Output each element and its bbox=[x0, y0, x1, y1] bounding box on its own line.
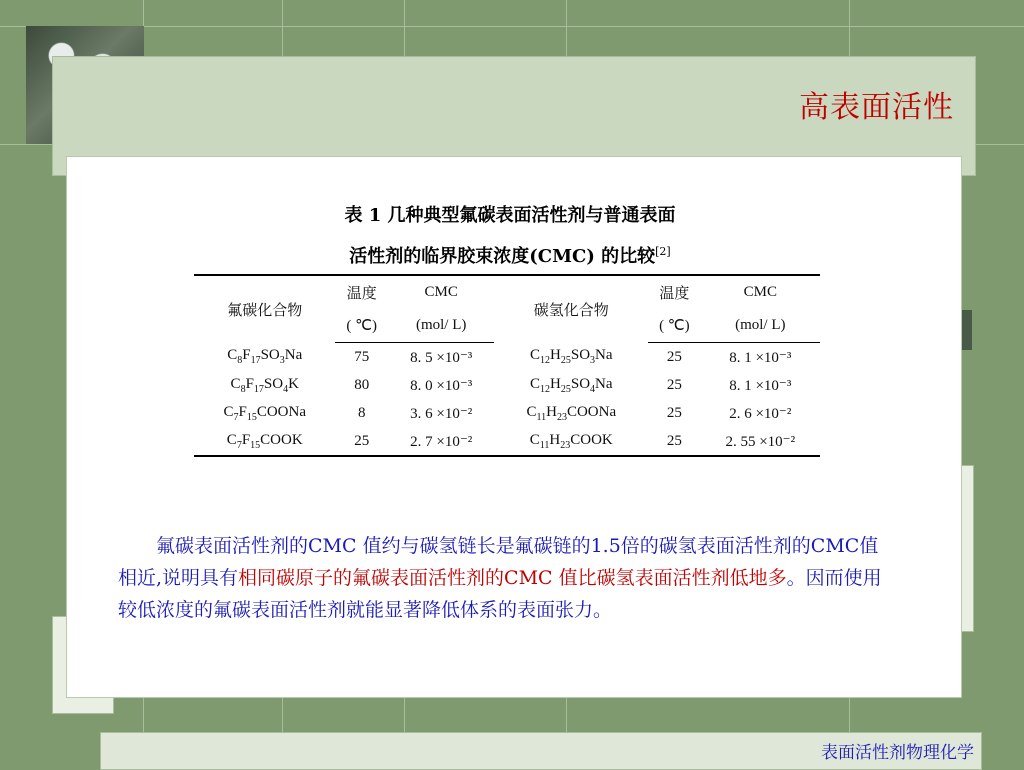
header-temp-unit: ( ℃) bbox=[648, 309, 700, 343]
cell-temp: 25 bbox=[648, 427, 700, 456]
cell-compound: $C_{11}H_{23}COOK$ bbox=[494, 427, 648, 456]
header-temp: 温度 bbox=[648, 275, 700, 309]
table-row bbox=[194, 343, 820, 372]
cell-cmc: 8. 0 ×10⁻³ bbox=[410, 377, 473, 394]
header-cmc: CMC bbox=[701, 275, 820, 309]
cmc-comparison-table bbox=[194, 274, 820, 457]
cell-cmc: 2. 7 ×10⁻² bbox=[388, 427, 495, 456]
cell-temp: 25 bbox=[666, 376, 682, 393]
cell-temp: 25 bbox=[666, 348, 682, 365]
cell-compound: $C_8F_{17}SO_4K$ bbox=[230, 375, 299, 395]
cell-cmc: 2. 6 ×10⁻² bbox=[729, 405, 792, 422]
table-row bbox=[194, 399, 820, 427]
cell-cmc: 8. 1 ×10⁻³ bbox=[729, 349, 792, 366]
explanation-paragraph bbox=[118, 530, 896, 626]
cell-compound: $C_{12}H_{25}SO_4Na$ bbox=[530, 375, 613, 395]
paragraph-part3: 。因而使用较低浓度的氟碳表面活性剂就能显著降低体系的表面张力。 bbox=[118, 567, 882, 621]
cell-temp: 75 bbox=[354, 348, 370, 365]
header-cmc-unit: (mol/ L) bbox=[701, 309, 820, 343]
cell-cmc: 8. 1 ×10⁻³ bbox=[729, 377, 792, 394]
cell-compound: $C_{11}H_{23}COONa$ bbox=[526, 403, 617, 423]
header-cmc: CMC bbox=[388, 275, 495, 309]
slide-title: 高表面活性 bbox=[799, 90, 954, 125]
table-caption-line1: 表 1 几种典型氟碳表面活性剂与普通表面 bbox=[344, 205, 676, 226]
header-fluorocarbon: 氟碳化合物 bbox=[194, 275, 335, 343]
cell-compound: $C_7F_{15}COOK$ bbox=[194, 427, 335, 456]
paragraph-highlight: 相同碳原子的氟碳表面活性剂的CMC 值比碳氢表面活性剂低地多 bbox=[238, 567, 787, 589]
cell-cmc: 3. 6 ×10⁻² bbox=[410, 405, 473, 422]
cell-temp: 8 bbox=[357, 404, 366, 421]
footer-text: 表面活性剂物理化学 bbox=[821, 743, 974, 763]
cell-cmc: 8. 5 ×10⁻³ bbox=[410, 349, 473, 366]
cell-compound: $C_7F_{15}COONa$ bbox=[223, 403, 306, 423]
header-hydrocarbon: 碳氢化合物 bbox=[494, 275, 648, 343]
header-cmc-unit: (mol/ L) bbox=[388, 309, 495, 343]
header-temp: 温度 bbox=[335, 275, 387, 309]
grid-line bbox=[0, 26, 1024, 27]
table-caption-ref: [2] bbox=[655, 245, 671, 258]
table-row bbox=[194, 427, 820, 456]
table-row bbox=[194, 371, 820, 399]
table-caption-line2: 活性剂的临界胶束浓度(CMC) 的比较 bbox=[349, 246, 656, 267]
cell-temp: 80 bbox=[354, 376, 370, 393]
header-temp-unit: ( ℃) bbox=[335, 309, 387, 343]
cell-cmc: 2. 55 ×10⁻² bbox=[701, 427, 820, 456]
paragraph-part1: 氟碳表面活性剂的CMC 值约与碳氢链长是氟碳链的1.5倍的碳氢表面活性剂的CMC值相近,说明具有 bbox=[118, 535, 879, 589]
cell-compound: $C_8F_{17}SO_3Na$ bbox=[227, 347, 303, 367]
table-caption bbox=[200, 198, 820, 275]
cell-compound: $C_{12}H_{25}SO_3Na$ bbox=[530, 347, 613, 367]
cell-temp: 25 bbox=[666, 404, 682, 421]
cell-temp: 25 bbox=[335, 427, 387, 456]
